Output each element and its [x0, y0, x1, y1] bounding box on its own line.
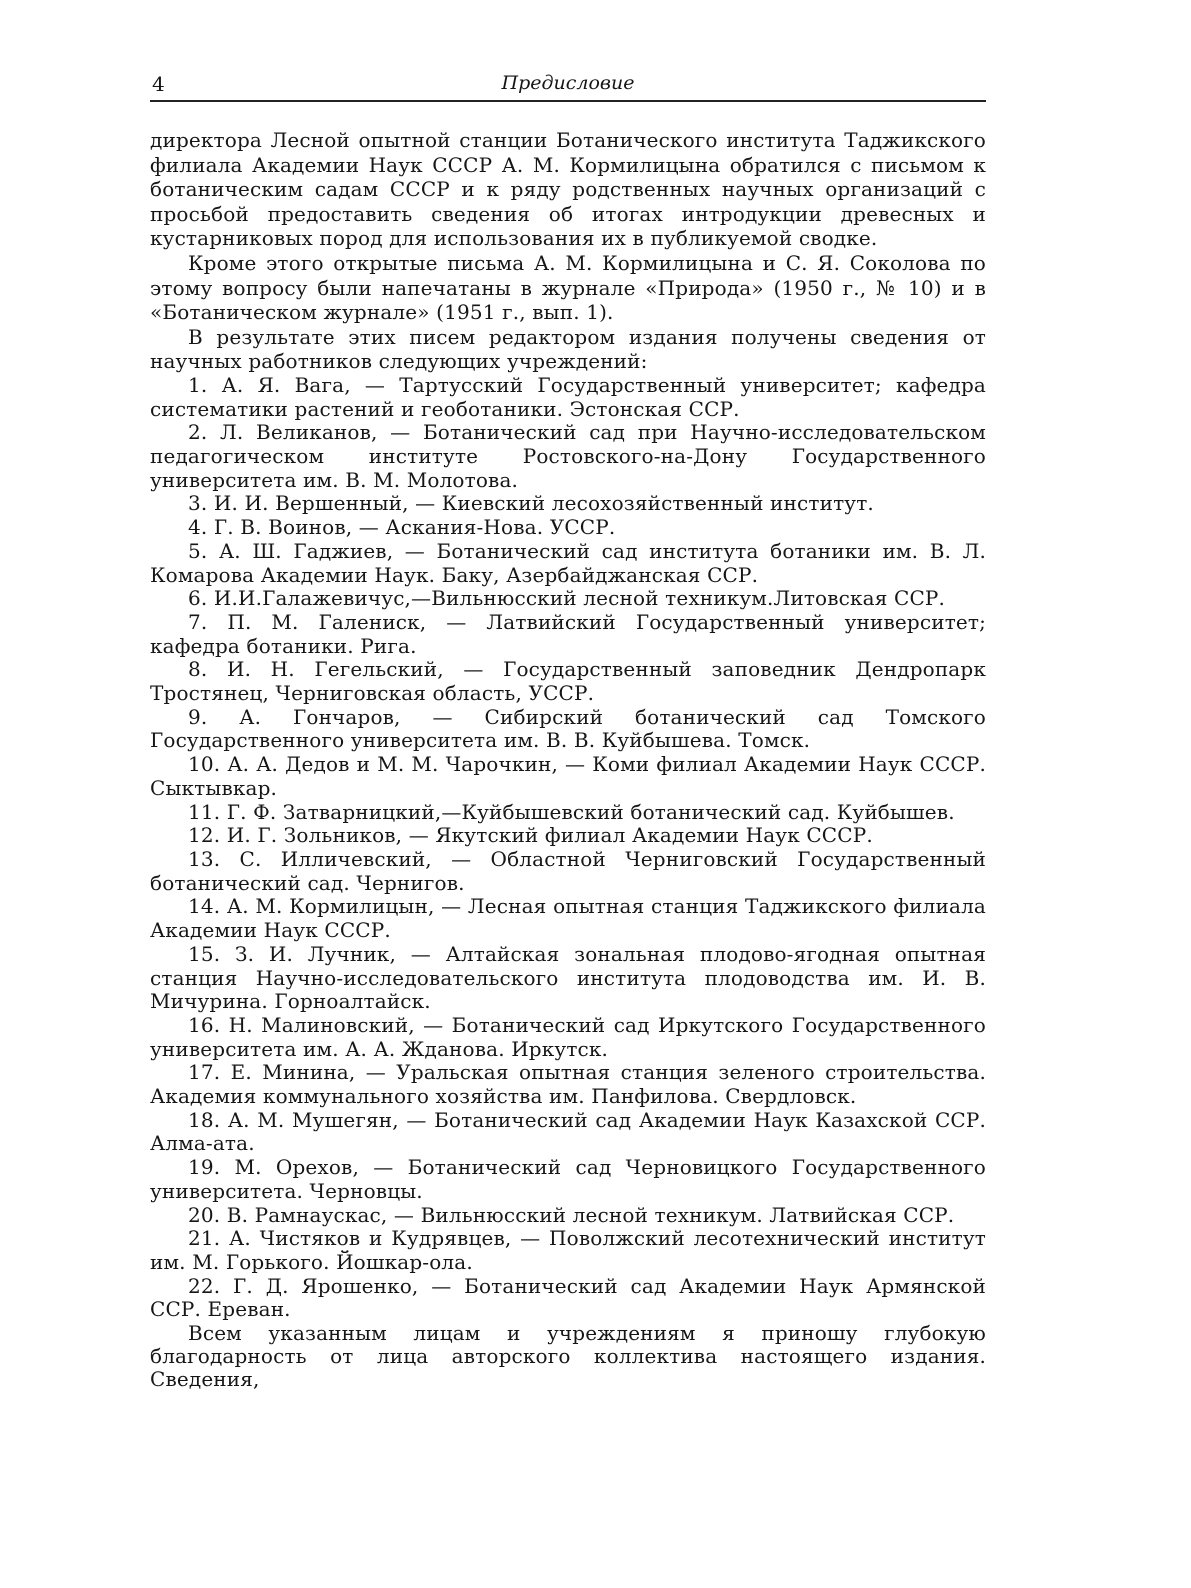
- body-text: [150, 128, 986, 1392]
- paragraph-open-letters: Кроме этого открытые письма А. М. Кормилицына и С. Я. Соколова по этому вопросу были напечатаны в журнале «Природа» (1950 г., № 10) и в «Ботаническом журнале» (1951 г., вып. 1).: [150, 250, 986, 325]
- running-title: Предисловие: [501, 72, 635, 94]
- list-item: 7. П. М. Галениск, — Латвийский Государственный университет; кафедра ботаники. Рига.: [150, 609, 986, 658]
- list-item: 5. А. Ш. Гаджиев, — Ботанический сад института ботаники им. В. Л. Комарова Академии Наук. Баку, Азербайджанская ССР.: [150, 538, 986, 587]
- list-item: 18. А. М. Мушегян, — Ботанический сад Академии Наук Казахской ССР. Алма-ата.: [150, 1107, 986, 1156]
- list-item: 19. М. Орехов, — Ботанический сад Черновицкого Государственного университета. Черновцы.: [150, 1155, 986, 1203]
- paragraph-continuation: директора Лесной опытной станции Ботанического института Таджикского филиала Академии Наук СССР А. М. Кормилицына обратился с письмом к ботаническим садам СССР и к ряду родственных научных организаций с просьбой предоставить сведения об итогах интродукции древесных и кустарниковых пород для использования их в публикуемой сводке.: [150, 128, 986, 251]
- list-item: 17. Е. Минина, — Уральская опытная станция зеленого строительства. Академия коммунального хозяйства им. Панфилова. Свердловск.: [150, 1060, 986, 1109]
- list-item: 3. И. И. Вершенный, — Киевский лесохозяйственный институт.: [188, 491, 874, 516]
- list-item: 15. З. И. Лучник, — Алтайская зональная плодово-ягодная опытная станция Научно-исследовательского института плодоводства им. И. В. Мичурина. Горноалтайск.: [150, 941, 986, 1014]
- list-item: 13. С. Илличевский, — Областной Черниговский Государственный ботанический сад. Чернигов.: [150, 847, 986, 895]
- list-item: 4. Г. В. Воинов, — Аскания-Нова. УССР.: [188, 515, 616, 540]
- list-item: 14. А. М. Кормилицын, — Лесная опытная станция Таджикского филиала Академии Наук СССР.: [150, 894, 986, 943]
- list-item: 8. И. Н. Гегельский, — Государственный заповедник Дендропарк Тростянец, Черниговская область, УССР.: [150, 657, 986, 706]
- paragraph-closing: Всем указанным лицам и учреждениям я приношу глубокую благодарность от лица авторского коллектива настоящего издания. Сведения,: [150, 1321, 986, 1392]
- page-number: 4: [152, 72, 165, 96]
- list-item: 9. А. Гончаров, — Сибирский ботанический сад Томского Государственного университета им. В. В. Куйбышева. Томск.: [150, 704, 986, 753]
- paragraph-results-intro: В результате этих писем редактором издания получены сведения от научных работников следующих учреждений:: [150, 324, 986, 374]
- list-item: 22. Г. Д. Ярошенко, — Ботанический сад Академии Наук Армянской ССР. Ереван.: [150, 1273, 986, 1322]
- header-rule: [150, 100, 986, 102]
- list-item: 6. И.И.Галажевичус,—Вильнюсский лесной техникум.Литовская ССР.: [188, 586, 946, 611]
- list-item: 10. А. А. Дедов и М. М. Чарочкин, — Коми филиал Академии Наук СССР. Сыктывкар.: [150, 752, 986, 800]
- list-item: 1. А. Я. Вага, — Тартусский Государственный университет; кафедра систематики растений и геоботаники. Эстонская ССР.: [150, 372, 986, 421]
- list-item: 20. В. Рамнаускас, — Вильнюсский лесной техникум. Латвийская ССР.: [188, 1202, 955, 1227]
- page-header: [150, 72, 986, 98]
- list-item: 12. И. Г. Зольников, — Якутский филиал Академии Наук СССР.: [188, 823, 873, 848]
- list-item: 21. А. Чистяков и Кудрявцев, — Поволжский лесотехнический институт им. М. Горького. Йошкар-ола.: [150, 1226, 986, 1274]
- list-item: 16. Н. Малиновский, — Ботанический сад Иркутского Государственного университета им. А. А. Жданова. Иркутск.: [150, 1012, 986, 1061]
- list-item: 2. Л. Великанов, — Ботанический сад при Научно-исследовательском педагогическом институте Ростовского-на-Дону Государственного университета им. В. М. Молотова.: [150, 420, 986, 492]
- list-item: 11. Г. Ф. Затварницкий,—Куйбышевский ботанический сад. Куйбышев.: [188, 799, 955, 824]
